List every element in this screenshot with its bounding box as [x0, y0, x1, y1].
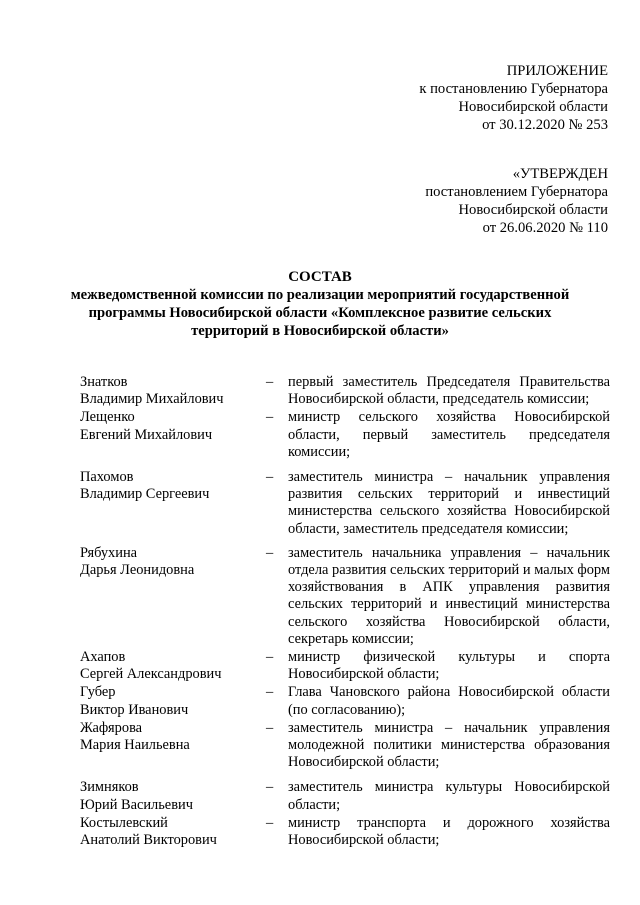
member-role: министр физической культуры и спорта Новосибирской области; [288, 649, 610, 683]
member-row [80, 649, 610, 683]
member-dash: – [266, 684, 274, 701]
member-given-names: Владимир Сергеевич [80, 486, 210, 503]
member-dash: – [266, 469, 274, 486]
member-given-names: Дарья Леонидовна [80, 562, 195, 579]
member-dash: – [266, 409, 274, 426]
member-name [80, 815, 260, 849]
member-given-names: Юрий Васильевич [80, 796, 193, 813]
member-name [80, 469, 260, 503]
member-surname: Губер [80, 684, 116, 701]
appendix-line: от 30.12.2020 № 253 [482, 117, 608, 133]
member-surname: Рябухина [80, 544, 138, 561]
member-surname: Костылевский [80, 814, 168, 831]
title-subline: территорий в Новосибирской области» [191, 323, 449, 339]
member-role: Глава Чановского района Новосибирской области (по согласованию); [288, 684, 610, 718]
member-name [80, 720, 260, 754]
appendix-block [348, 62, 608, 134]
member-dash: – [266, 649, 274, 666]
member-role: первый заместитель Председателя Правительства Новосибирской области, председатель комиссии; [288, 374, 610, 408]
approved-line: постановлением Губернатора [425, 184, 608, 200]
approved-line: от 26.06.2020 № 110 [482, 220, 608, 236]
member-given-names: Владимир Михайлович [80, 391, 224, 408]
title-subline: межведомственной комиссии по реализации мероприятий государственной [70, 287, 570, 303]
member-given-names: Евгений Михайлович [80, 426, 213, 443]
appendix-line: к постановлению Губернатора [419, 81, 608, 97]
member-role: заместитель министра – начальник управления развития сельских территорий и инвестиций министерства сельского хозяйства Новосибирской области, заместитель председателя комиссии; [288, 469, 610, 537]
member-surname: Зимняков [80, 779, 139, 796]
title-subline: программы Новосибирской области «Комплексное развитие сельских [88, 305, 552, 321]
member-dash: – [266, 544, 274, 561]
member-row [80, 374, 610, 408]
member-surname: Ахапов [80, 649, 126, 666]
member-surname: Лещенко [80, 409, 135, 426]
member-role: министр сельского хозяйства Новосибирской области, первый заместитель председателя комиссии; [288, 409, 610, 460]
member-row [80, 545, 610, 648]
approved-line: «УТВЕРЖДЕН [512, 166, 608, 182]
member-role: заместитель министра культуры Новосибирской области; [288, 779, 610, 813]
member-name [80, 374, 260, 408]
document-title [60, 268, 580, 340]
member-name [80, 409, 260, 443]
member-role: министр транспорта и дорожного хозяйства Новосибирской области; [288, 814, 610, 849]
member-row [80, 815, 610, 849]
member-given-names: Мария Наильевна [80, 737, 190, 754]
member-surname: Знатков [80, 374, 128, 390]
member-row [80, 409, 610, 461]
member-surname: Пахомов [80, 469, 134, 486]
members-list [80, 374, 610, 849]
member-row [80, 779, 610, 813]
member-name [80, 684, 260, 718]
member-dash: – [266, 374, 274, 390]
member-row [80, 469, 610, 538]
appendix-line: ПРИЛОЖЕНИЕ [506, 63, 608, 79]
member-row [80, 684, 610, 718]
member-row [80, 720, 610, 772]
approved-line: Новосибирской области [458, 202, 608, 218]
member-dash: – [266, 719, 274, 736]
member-dash: – [266, 814, 274, 831]
approved-block [348, 165, 608, 237]
member-dash: – [266, 779, 274, 796]
member-given-names: Сергей Александрович [80, 666, 222, 683]
member-name [80, 545, 260, 579]
member-role: заместитель министра – начальник управления молодежной политики министерства образования Новосибирской области; [288, 719, 610, 771]
member-role: заместитель начальника управления – начальник отдела развития сельских территорий и малых форм хозяйствования в АПК управления развития сельских территорий и инвестиций министерства сельского хозяйства Новосибирской области, секретарь комиссии; [288, 544, 610, 647]
member-name [80, 649, 260, 683]
member-name [80, 779, 260, 813]
member-given-names: Анатолий Викторович [80, 832, 217, 849]
appendix-line: Новосибирской области [458, 99, 608, 115]
member-given-names: Виктор Иванович [80, 701, 189, 718]
title-heading: СОСТАВ [288, 269, 352, 285]
member-surname: Жафярова [80, 719, 143, 736]
